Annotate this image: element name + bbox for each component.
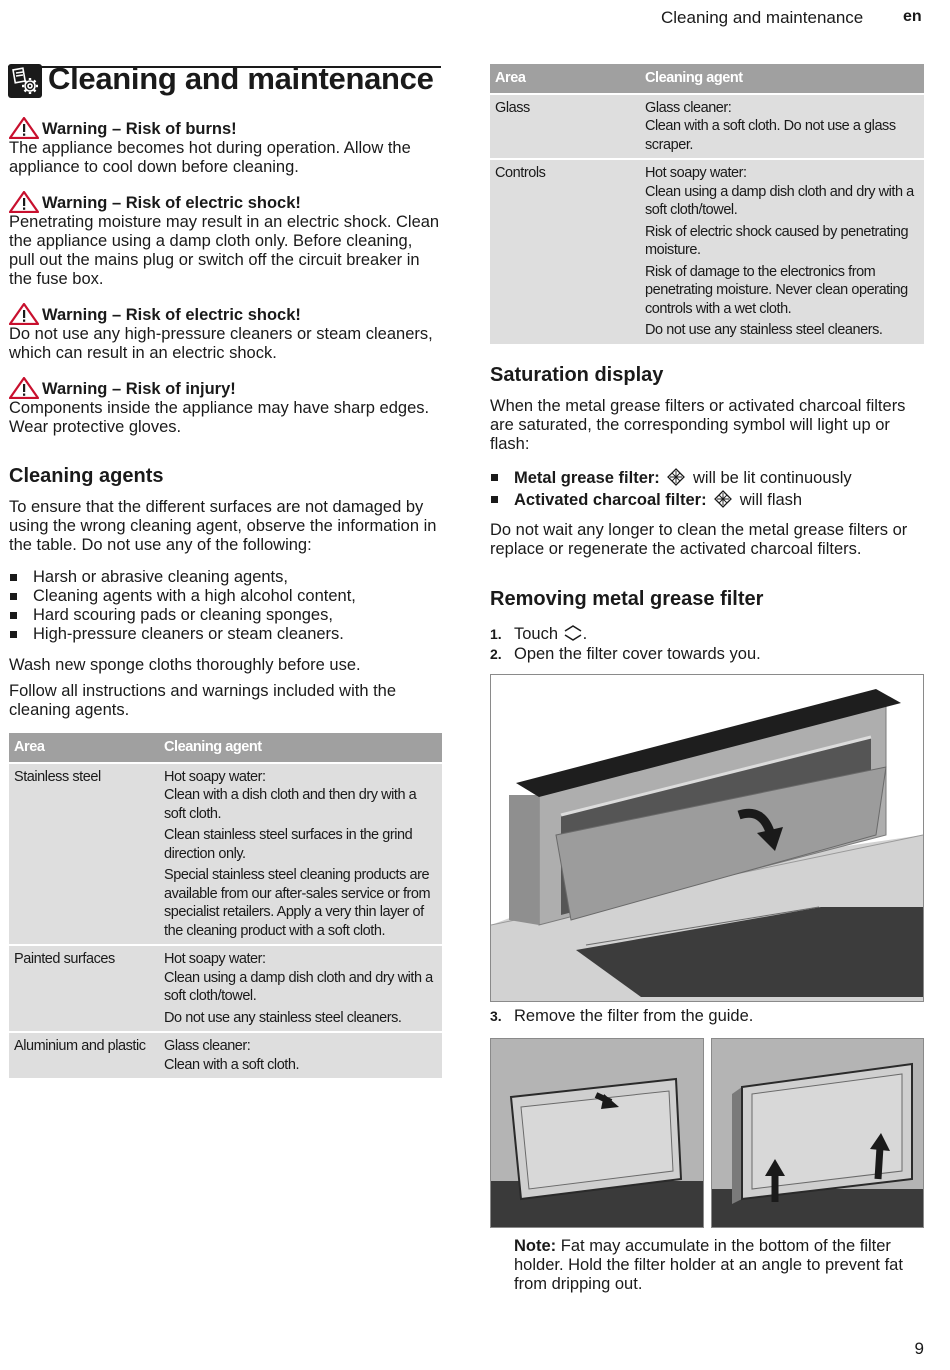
- cleaning-agent-table-right: [490, 64, 924, 344]
- removing-filter-heading: Removing metal grease filter: [490, 588, 764, 610]
- warning-title: Warning – Risk of burns!: [9, 117, 441, 139]
- table-row: [490, 159, 924, 344]
- page-number: 9: [914, 1339, 924, 1358]
- instructions-note: Follow all instructions and warnings included with the cleaning agents.: [9, 682, 397, 719]
- step-item: 2. Open the filter cover towards you.: [490, 644, 761, 663]
- warning-title: Warning – Risk of electric shock!: [9, 303, 441, 325]
- warning-text: Penetrating moisture may result in an electric shock. Clean the appliance using a damp cloth only. Before cleaning, pull out the mains plug or switch off the circuit breaker in the fuse box.: [9, 213, 440, 288]
- warning-text: Do not use any high-pressure cleaners or steam cleaners, which can result in an electric shock.: [9, 325, 433, 362]
- table-row: [490, 94, 924, 160]
- warning-triangle-icon: [9, 191, 39, 213]
- maintenance-icon: [8, 64, 42, 98]
- saturation-display-heading: Saturation display: [490, 364, 664, 386]
- filter-lift-out-illustration: [711, 1038, 924, 1228]
- agent-cell: Hot soapy water: Clean using a damp dish cloth and dry with a soft cloth/towel. Do not use any stainless steel cleaners.: [159, 945, 442, 1032]
- list-item: Hard scouring pads or cleaning sponges,: [9, 606, 441, 625]
- cleaning-agent-table-left: [9, 733, 442, 1078]
- area-cell: Stainless steel: [9, 763, 159, 946]
- cleaning-agents-avoid-list: [9, 568, 441, 644]
- area-cell: Glass: [490, 94, 640, 160]
- warning-triangle-icon: [9, 377, 39, 399]
- area-cell: Controls: [490, 159, 640, 344]
- list-item: Harsh or abrasive cleaning agents,: [9, 568, 441, 587]
- filter-guide-illustration: [490, 1038, 704, 1228]
- area-cell: Aluminium and plastic: [9, 1032, 159, 1078]
- list-item: Activated charcoal filter: will flash: [490, 490, 926, 510]
- column-header-area: Area: [9, 733, 159, 763]
- table-row: [9, 763, 442, 946]
- removing-step-3: [490, 1007, 926, 1027]
- running-header-language: en: [903, 8, 922, 25]
- column-header-cleaning-agent: Cleaning agent: [640, 64, 924, 94]
- table-row: [9, 1032, 442, 1078]
- warning-title: Warning – Risk of injury!: [9, 377, 441, 399]
- warning-electric-shock-steam: [9, 303, 441, 363]
- list-item: Cleaning agents with a high alcohol content,: [9, 587, 441, 606]
- agent-cell: Glass cleaner: Clean with a soft cloth. Do not use a glass scraper.: [640, 94, 924, 160]
- filter-saturation-icon: [667, 468, 685, 486]
- warning-triangle-icon: [9, 117, 39, 139]
- agent-cell: Hot soapy water: Clean using a damp dish cloth and dry with a soft cloth/towel. Risk of electric shock caused by penetrating moisture. Risk of damage to the electronics from penetrating moisture. Never clean operating controls with a wet cloth. Do not use any stainless steel cleaners.: [640, 159, 924, 344]
- list-item: High-pressure cleaners or steam cleaners.: [9, 625, 441, 644]
- removing-steps-1-2: [490, 625, 926, 664]
- step-item: 1. Touch .: [490, 625, 588, 643]
- warning-triangle-icon: [9, 303, 39, 325]
- table-row: [9, 945, 442, 1032]
- warning-injury: [9, 377, 441, 437]
- filter-saturation-icon: [714, 490, 732, 508]
- warning-electric-shock-moisture: [9, 191, 441, 289]
- column-header-cleaning-agent: Cleaning agent: [159, 733, 442, 763]
- agent-cell: Glass cleaner: Clean with a soft cloth.: [159, 1032, 442, 1078]
- page-title: Cleaning and maintenance: [48, 61, 434, 96]
- open-cover-icon: [563, 625, 583, 641]
- note-fat-accumulation: Note: Fat may accumulate in the bottom of the filter holder. Hold the filter holder at an angle to prevent fat from dripping out.: [514, 1237, 903, 1293]
- saturation-intro: When the metal grease filters or activated charcoal filters are saturated, the corresponding symbol will light up or flash:: [490, 397, 906, 453]
- cleaning-agents-intro: To ensure that the different surfaces are not damaged by using the wrong cleaning agent, observe the information in the table. Do not use any of the following:: [9, 498, 437, 554]
- warning-title: Warning – Risk of electric shock!: [9, 191, 441, 213]
- warning-text: The appliance becomes hot during operation. Allow the appliance to cool down before cleaning.: [9, 139, 411, 176]
- agent-cell: Hot soapy water: Clean with a dish cloth and then dry with a soft cloth. Clean stainless steel surfaces in the grind direction only. Special stainless steel cleaning products are available from our after-sales service or from specialist retailers. Apply a very thin layer of the cleaning product with a soft cloth.: [159, 763, 442, 946]
- running-header-section: Cleaning and maintenance: [661, 8, 864, 27]
- area-cell: Painted surfaces: [9, 945, 159, 1032]
- sponge-note: Wash new sponge cloths thoroughly before use.: [9, 656, 361, 674]
- hood-filter-cover-illustration: [490, 674, 924, 1002]
- list-item: Metal grease filter: will be lit continuously: [490, 468, 926, 488]
- column-header-area: Area: [490, 64, 640, 94]
- warning-burns: [9, 117, 441, 177]
- saturation-symbol-list: [490, 468, 926, 510]
- step-item: 3. Remove the filter from the guide.: [490, 1007, 754, 1025]
- cleaning-agents-heading: Cleaning agents: [9, 465, 164, 487]
- saturation-advice: Do not wait any longer to clean the metal grease filters or replace or regenerate the activated charcoal filters.: [490, 521, 908, 558]
- warning-text: Components inside the appliance may have sharp edges. Wear protective gloves.: [9, 399, 430, 436]
